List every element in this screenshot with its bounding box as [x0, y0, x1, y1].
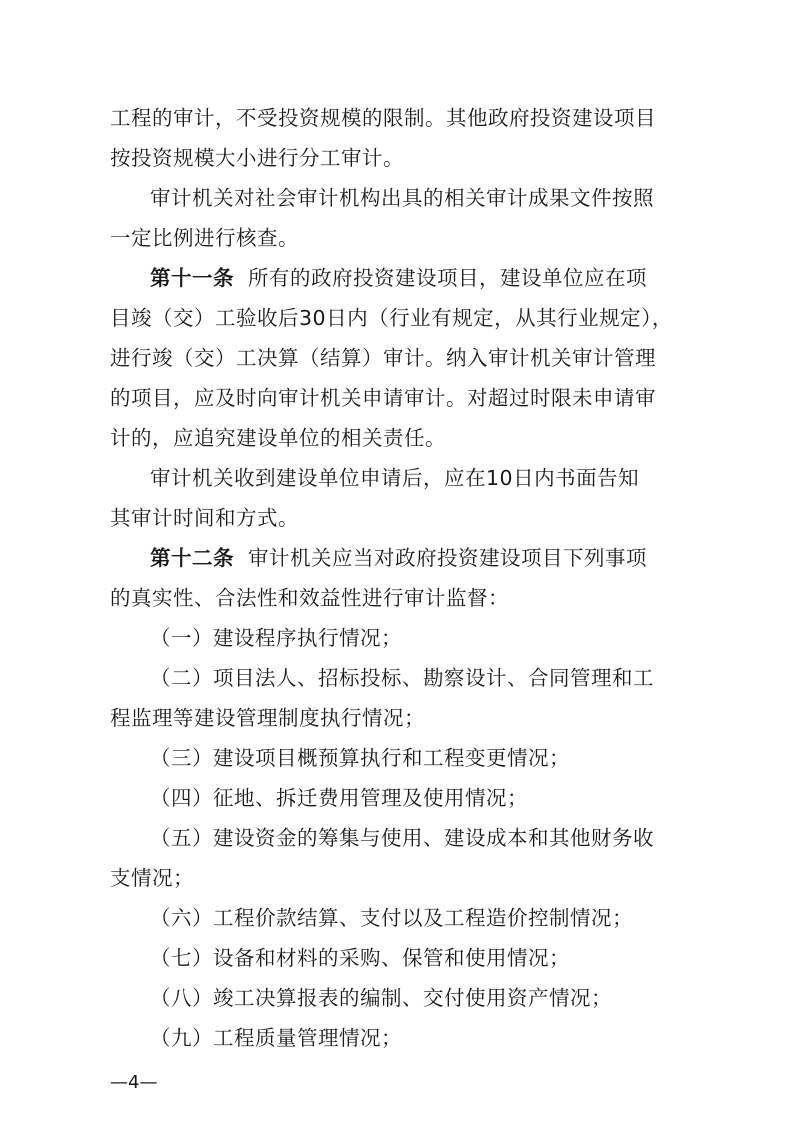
text-line: 其审计时间和方式。 [110, 506, 299, 530]
list-item: （八）竣工决算报表的编制、交付使用资产情况； [150, 986, 612, 1010]
text-line: 目竣（交）工验收后30日内（行业有规定，从其行业规定）， [110, 306, 673, 330]
list-item-continuation: 支情况； [110, 866, 194, 890]
list-item: （七）设备和材料的采购、保管和使用情况； [150, 946, 570, 970]
article-11-heading: 第十一条 [150, 266, 234, 290]
text-line: 的项目，应及时向审计机关申请审计。对超过时限未申请审 [110, 386, 656, 410]
list-item: （三）建设项目概预算执行和工程变更情况； [150, 746, 570, 770]
text-line: 一定比例进行核查。 [110, 226, 299, 250]
text-line: 进行竣（交）工决算（结算）审计。纳入审计机关审计管理 [110, 346, 656, 370]
article-12-first-line [150, 538, 690, 578]
list-item: （六）工程价款结算、支付以及工程造价控制情况； [150, 906, 633, 930]
text-line: 计的，应追究建设单位的相关责任。 [110, 426, 446, 450]
list-item: （四）征地、拆迁费用管理及使用情况； [150, 786, 528, 810]
text-line: 的真实性、合法性和效益性进行审计监督： [110, 586, 509, 610]
text-line: 按投资规模大小进行分工审计。 [110, 146, 404, 170]
text-line: 审计机关收到建设单位申请后，应在10日内书面告知 [150, 466, 640, 490]
text-line: 工程的审计，不受投资规模的限制。其他政府投资建设项目 [110, 106, 656, 130]
list-item: （二）项目法人、招标投标、勘察设计、合同管理和工 [150, 666, 654, 690]
text-line: 所有的政府投资建设项目，建设单位应在项 [248, 266, 647, 290]
list-item-continuation: 程监理等建设管理制度执行情况； [110, 706, 425, 730]
list-item: （一）建设程序执行情况； [150, 626, 402, 650]
article-11-first-line [150, 258, 690, 298]
list-item: （九）工程质量管理情况； [150, 1026, 402, 1050]
page-number: —4— [110, 1072, 158, 1093]
list-item: （五）建设资金的筹集与使用、建设成本和其他财务收 [150, 826, 654, 850]
text-line: 审计机关对社会审计机构出具的相关审计成果文件按照 [150, 186, 654, 210]
article-12-heading: 第十二条 [150, 546, 234, 570]
text-line: 审计机关应当对政府投资建设项目下列事项 [248, 546, 647, 570]
